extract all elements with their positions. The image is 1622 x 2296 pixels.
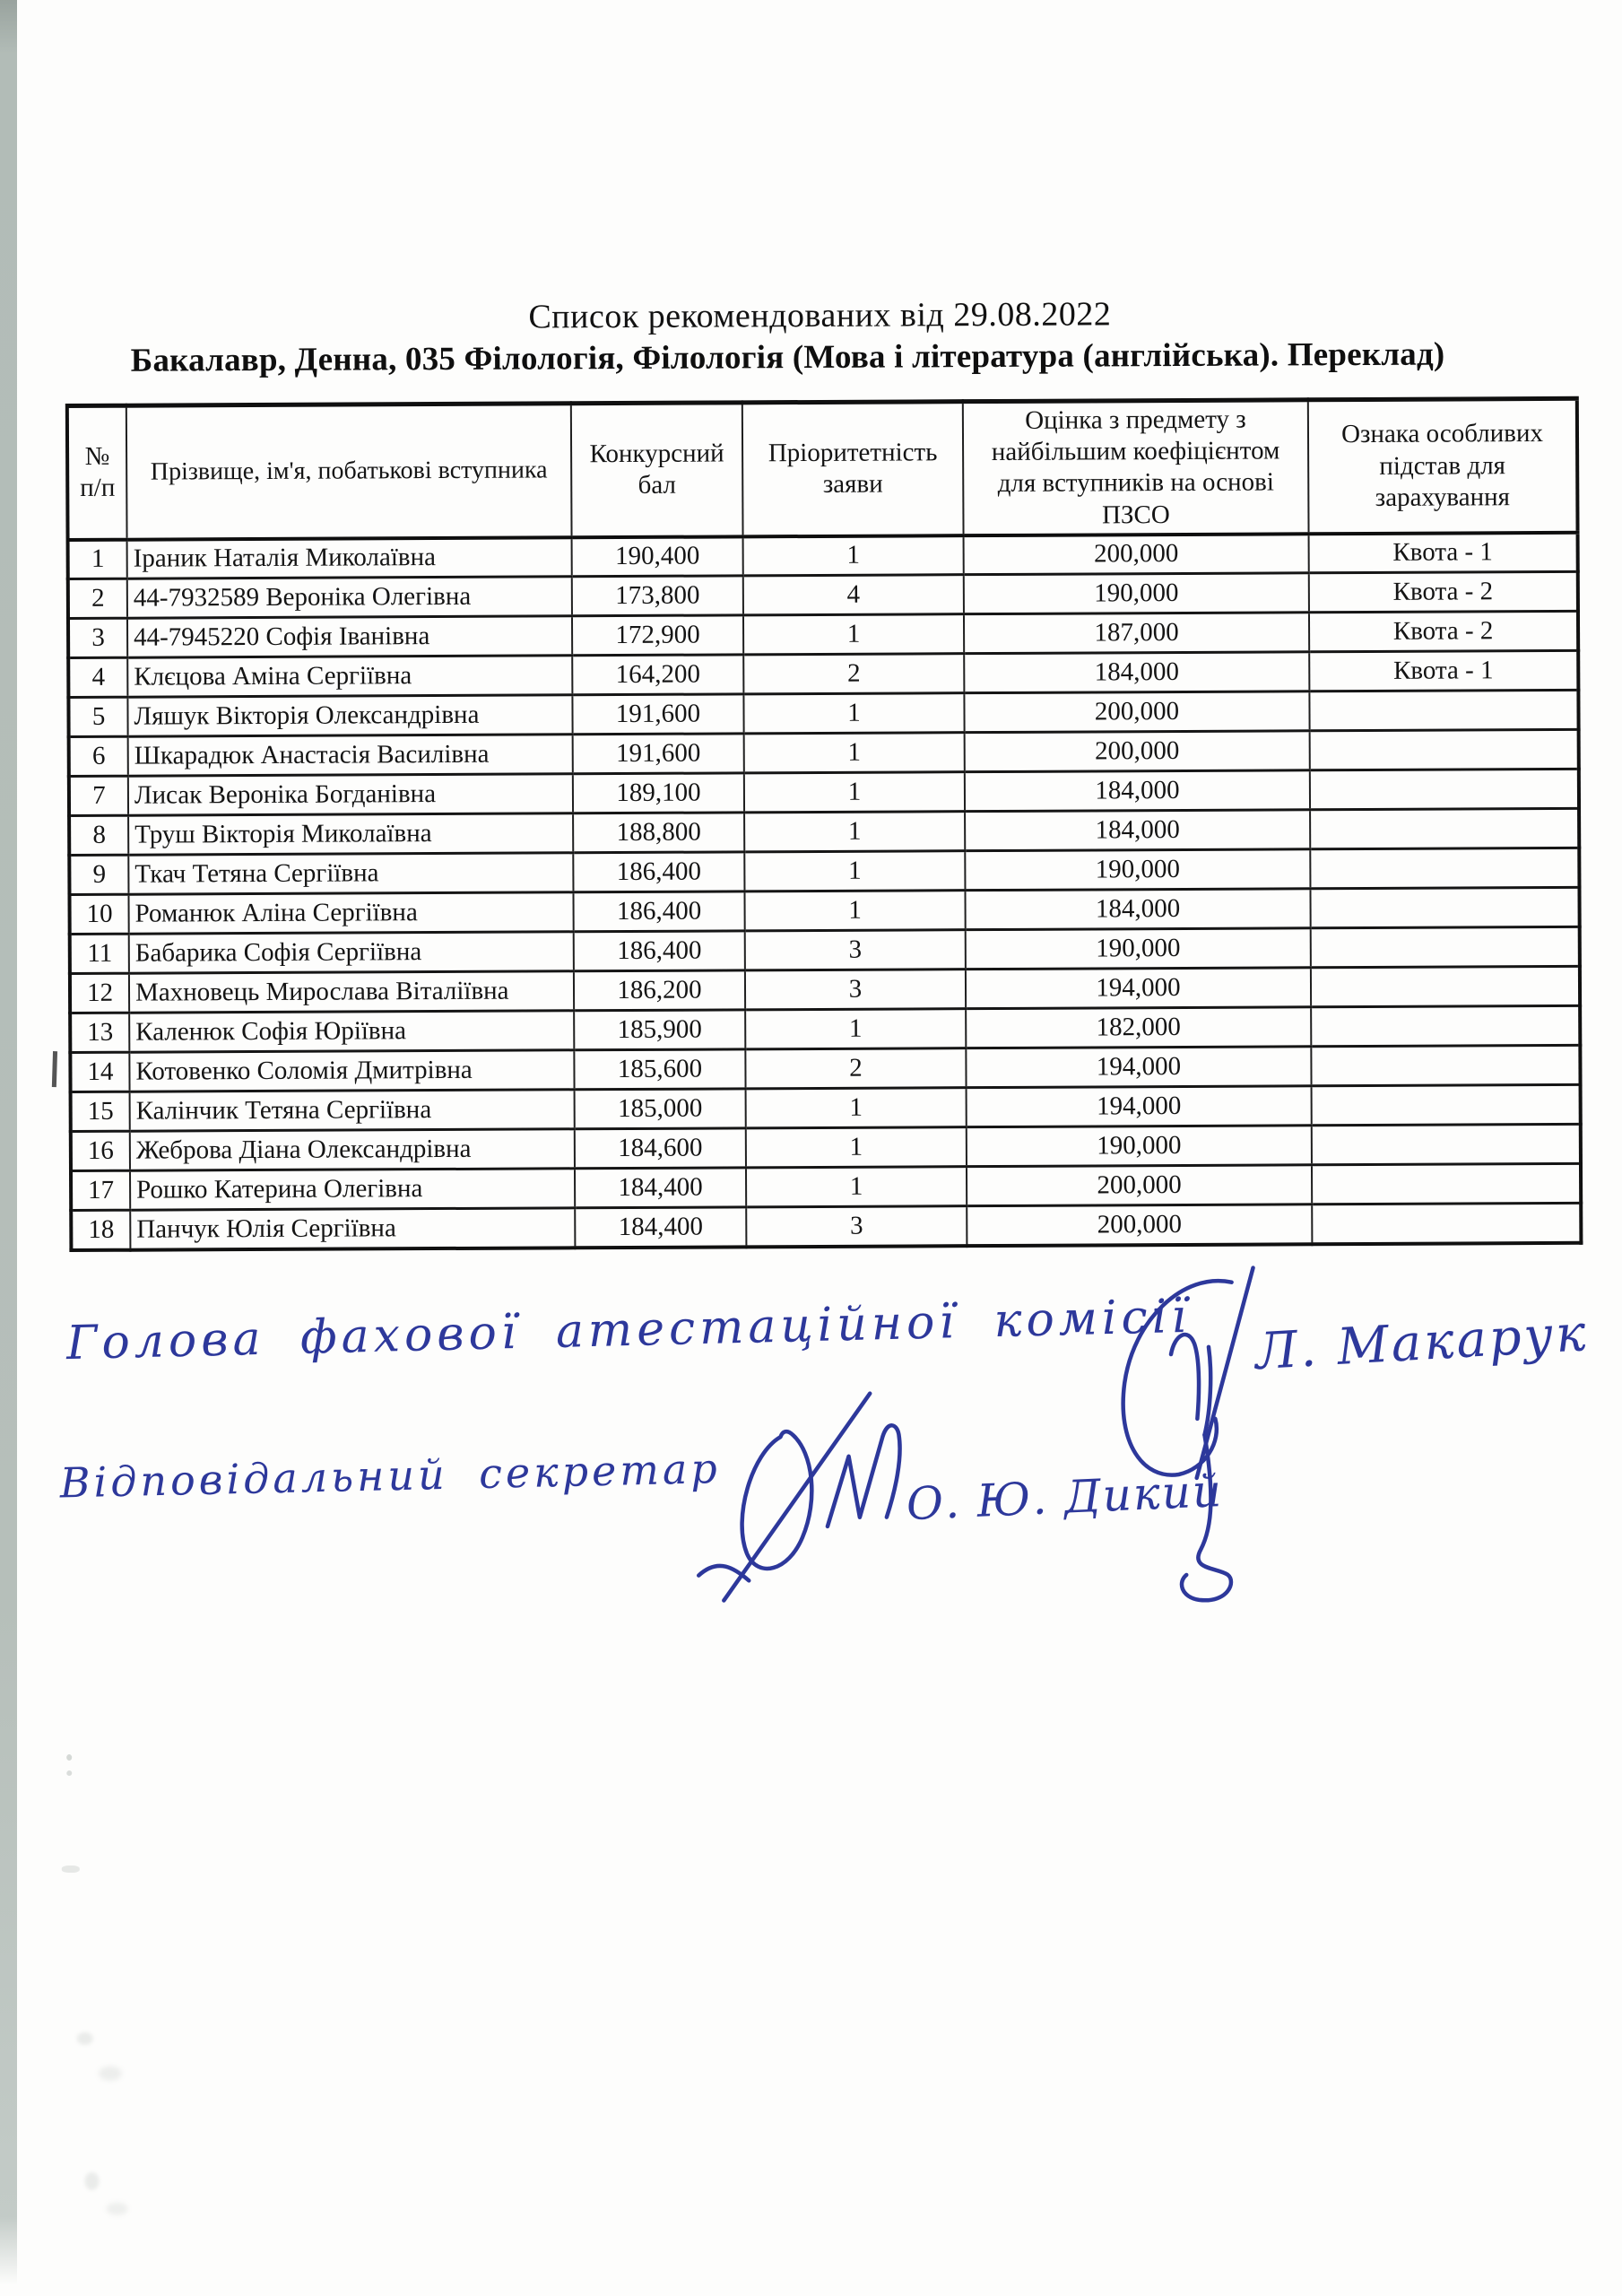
cell-priority: 1 bbox=[744, 891, 965, 931]
cell-applicant-name: Ляшук Вікторія Олександрівна bbox=[127, 695, 572, 736]
cell-grade: 194,000 bbox=[966, 1047, 1311, 1088]
cell-quota: Квота - 2 bbox=[1309, 611, 1578, 651]
cell-score: 173,800 bbox=[572, 576, 743, 616]
cell-quota bbox=[1312, 1084, 1581, 1125]
cell-score: 185,600 bbox=[574, 1049, 745, 1090]
cell-applicant-name: Калінчик Тетяна Сергіївна bbox=[130, 1090, 575, 1131]
cell-row-number: 4 bbox=[68, 657, 127, 697]
applicants-table bbox=[65, 396, 1583, 1252]
cell-quota bbox=[1311, 926, 1580, 967]
cell-quota bbox=[1309, 690, 1578, 730]
document-subtitle: Бакалавр, Денна, 035 Філологія, Філологія (Мова і література (англійська). Переклад) bbox=[130, 335, 1445, 379]
cell-quota: Квота - 2 bbox=[1309, 571, 1578, 612]
cell-score: 191,600 bbox=[572, 694, 743, 735]
cell-grade: 187,000 bbox=[964, 613, 1309, 654]
scan-speck bbox=[99, 2066, 122, 2081]
cell-quota bbox=[1310, 808, 1579, 848]
document-title: Список рекомендованих від 29.08.2022 bbox=[528, 295, 1112, 336]
cell-grade: 200,000 bbox=[964, 691, 1309, 733]
cell-quota bbox=[1312, 1124, 1581, 1164]
cell-priority: 1 bbox=[744, 851, 965, 891]
cell-applicant-name: 44-7932589 Вероніка Олегівна bbox=[127, 577, 572, 618]
cell-score: 188,800 bbox=[573, 813, 744, 853]
cell-row-number: 13 bbox=[70, 1013, 129, 1052]
cell-grade: 184,000 bbox=[964, 652, 1309, 693]
cell-score: 186,200 bbox=[574, 970, 745, 1011]
cell-row-number: 12 bbox=[70, 973, 129, 1013]
cell-row-number: 7 bbox=[69, 776, 128, 815]
cell-priority: 1 bbox=[744, 812, 965, 852]
scan-speck bbox=[66, 1770, 72, 1776]
signature-role-head-of-commission: Голова фахової атестаційної комісії bbox=[65, 1289, 1192, 1371]
cell-priority: 1 bbox=[745, 1009, 966, 1049]
cell-applicant-name: Рошко Катерина Олегівна bbox=[130, 1169, 575, 1210]
cell-priority: 3 bbox=[745, 930, 966, 970]
cell-applicant-name: Клєцова Аміна Сергіївна bbox=[127, 656, 572, 697]
cell-priority: 1 bbox=[743, 693, 964, 734]
cell-priority: 2 bbox=[743, 654, 964, 694]
cell-grade: 184,000 bbox=[965, 770, 1310, 812]
signature-role-secretary: Відповідальний секретар bbox=[59, 1444, 722, 1508]
cell-grade: 194,000 bbox=[966, 968, 1311, 1009]
table-row bbox=[71, 1203, 1581, 1249]
cell-grade: 190,000 bbox=[966, 928, 1311, 970]
cell-row-number: 3 bbox=[68, 618, 127, 657]
cell-row-number: 5 bbox=[68, 697, 127, 736]
scan-speck bbox=[62, 1866, 80, 1873]
cell-row-number: 6 bbox=[69, 736, 128, 776]
cell-row-number: 9 bbox=[69, 855, 128, 894]
cell-applicant-name: Іраник Наталія Миколаївна bbox=[127, 537, 572, 578]
cell-row-number: 17 bbox=[71, 1170, 130, 1210]
cell-quota: Квота - 1 bbox=[1309, 532, 1578, 572]
header-score: Конкурсний бал bbox=[571, 403, 743, 537]
cell-row-number: 14 bbox=[70, 1052, 129, 1091]
cell-grade: 194,000 bbox=[967, 1086, 1312, 1127]
cell-applicant-name: Труш Вікторія Миколаївна bbox=[128, 813, 573, 855]
cell-applicant-name: Панчук Юлія Сергіївна bbox=[130, 1208, 575, 1249]
cell-applicant-name: Махновець Мирослава Віталіївна bbox=[129, 971, 574, 1013]
cell-priority: 3 bbox=[745, 970, 966, 1010]
cell-quota bbox=[1312, 1163, 1581, 1204]
cell-score: 172,900 bbox=[572, 615, 743, 656]
cell-quota: Квота - 1 bbox=[1309, 650, 1578, 691]
cell-grade: 200,000 bbox=[967, 1205, 1312, 1246]
scan-speck bbox=[107, 2203, 128, 2215]
cell-score: 184,600 bbox=[575, 1128, 746, 1169]
cell-quota bbox=[1311, 1045, 1580, 1085]
cell-priority: 3 bbox=[746, 1206, 967, 1247]
cell-applicant-name: Романюк Аліна Сергіївна bbox=[128, 892, 573, 934]
signature-name-secretary: О. Ю. Дикий bbox=[905, 1465, 1225, 1531]
cell-score: 185,000 bbox=[575, 1089, 746, 1129]
cell-priority: 1 bbox=[743, 614, 964, 655]
cell-grade: 184,000 bbox=[965, 889, 1310, 930]
cell-row-number: 10 bbox=[69, 894, 128, 934]
cell-grade: 184,000 bbox=[965, 810, 1310, 851]
header-priority: Пріоритетність заяви bbox=[742, 402, 964, 536]
cell-score: 186,400 bbox=[574, 931, 745, 971]
signature-name-head-of-commission: Л. Макарук bbox=[1253, 1304, 1591, 1382]
cell-quota bbox=[1312, 1203, 1581, 1243]
cell-score: 190,400 bbox=[572, 536, 743, 577]
table-body bbox=[68, 532, 1582, 1249]
cell-score: 186,400 bbox=[573, 891, 744, 932]
cell-score: 184,400 bbox=[575, 1168, 746, 1208]
cell-row-number: 8 bbox=[69, 815, 128, 855]
cell-priority: 1 bbox=[743, 535, 964, 576]
table-header-row bbox=[67, 398, 1578, 539]
cell-quota bbox=[1310, 769, 1579, 809]
cell-priority: 2 bbox=[745, 1048, 966, 1089]
cell-score: 189,100 bbox=[573, 773, 744, 813]
scan-speck bbox=[77, 2032, 93, 2045]
cell-score: 164,200 bbox=[572, 655, 743, 695]
cell-grade: 200,000 bbox=[965, 731, 1310, 772]
cell-priority: 1 bbox=[746, 1167, 967, 1207]
cell-applicant-name: Жеброва Діана Олександрівна bbox=[130, 1129, 575, 1170]
cell-priority: 1 bbox=[744, 772, 965, 813]
cell-applicant-name: 44-7945220 Софія Іванівна bbox=[127, 616, 572, 657]
cell-row-number: 18 bbox=[71, 1210, 130, 1249]
cell-grade: 190,000 bbox=[964, 573, 1309, 614]
cell-score: 185,900 bbox=[574, 1010, 745, 1050]
cell-applicant-name: Котовенко Соломія Дмитрівна bbox=[129, 1050, 574, 1091]
cell-applicant-name: Лисак Вероніка Богданівна bbox=[128, 774, 573, 815]
cell-priority: 1 bbox=[744, 733, 965, 773]
cell-applicant-name: Каленюк Софія Юріївна bbox=[129, 1011, 574, 1052]
cell-priority: 1 bbox=[746, 1127, 967, 1168]
cell-row-number: 15 bbox=[71, 1091, 130, 1131]
cell-grade: 182,000 bbox=[966, 1007, 1311, 1048]
scan-speck bbox=[66, 1754, 72, 1761]
scan-speck bbox=[84, 2172, 99, 2190]
cell-row-number: 2 bbox=[68, 578, 127, 618]
header-quota: Ознака особливих підстав для зарахування bbox=[1308, 398, 1578, 533]
cell-row-number: 16 bbox=[71, 1131, 130, 1170]
header-grade: Оцінка з предмету з найбільшим коефіцієнтом для вступників на основі ПЗСО bbox=[963, 400, 1309, 535]
cell-score: 186,400 bbox=[573, 852, 744, 892]
cell-row-number: 1 bbox=[68, 539, 127, 578]
cell-quota bbox=[1311, 966, 1580, 1006]
signature-flourish-head-of-commission bbox=[1097, 1265, 1270, 1624]
cell-grade: 200,000 bbox=[967, 1165, 1312, 1206]
cell-applicant-name: Ткач Тетяна Сергіївна bbox=[128, 853, 573, 894]
cell-row-number: 11 bbox=[70, 934, 129, 973]
header-num: № п/п bbox=[67, 405, 127, 539]
cell-grade: 190,000 bbox=[965, 849, 1310, 891]
cell-quota bbox=[1310, 848, 1579, 888]
cell-grade: 200,000 bbox=[964, 534, 1309, 575]
cell-quota bbox=[1310, 887, 1579, 927]
cell-applicant-name: Бабарика Софія Сергіївна bbox=[129, 932, 574, 973]
header-name: Прізвище, ім'я, побатькові вступника bbox=[126, 404, 572, 539]
scan-mark-artifact bbox=[52, 1051, 57, 1087]
cell-priority: 1 bbox=[746, 1088, 967, 1128]
cell-quota bbox=[1311, 1005, 1580, 1046]
cell-score: 184,400 bbox=[575, 1207, 746, 1248]
cell-grade: 190,000 bbox=[967, 1126, 1312, 1167]
cell-quota bbox=[1310, 729, 1579, 770]
cell-score: 191,600 bbox=[573, 734, 744, 774]
cell-applicant-name: Шкарадюк Анастасія Василівна bbox=[128, 735, 573, 776]
cell-priority: 4 bbox=[743, 575, 964, 615]
